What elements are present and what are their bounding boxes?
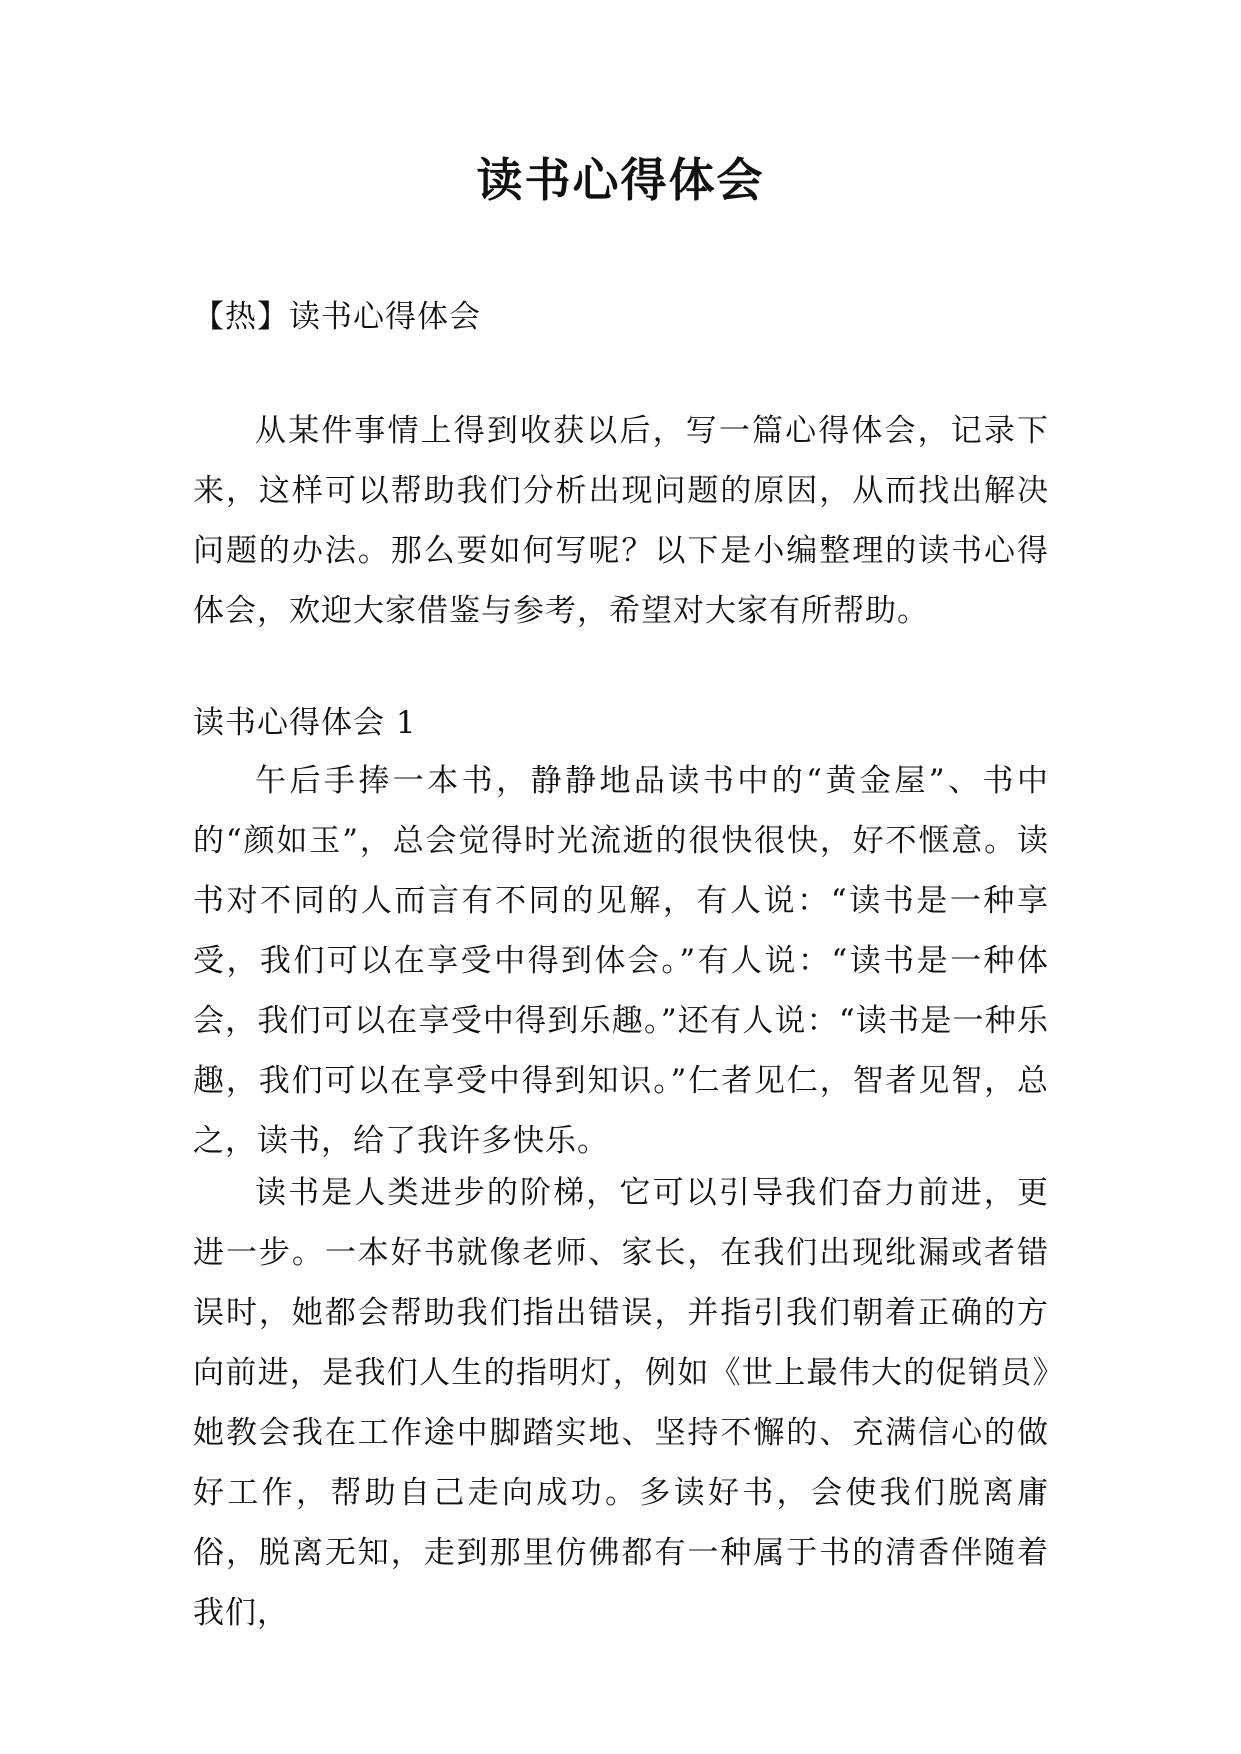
document-subtitle: 【热】读书心得体会 [193,299,481,335]
document-title: 读书心得体会 [476,153,765,207]
body-paragraph-2 [193,1163,1049,1643]
paragraph-text: 午后手捧一本书，静静地品读书中的“黄金屋”、书中的“颜如玉”，总会觉得时光流逝的很快很快，好不惬意。读书对不同的人而言有不同的见解，有人说：“读书是一种享受，我们可以在享受中得到体会。”有人说：“读书是一种体会，我们可以在享受中得到乐趣。”还有人说：“读书是一种乐趣，我们可以在享受中得到知识。”仁者见仁，智者见智，总之，读书，给了我许多快乐。 [193,763,1049,1159]
intro-text: 从某件事情上得到收获以后，写一篇心得体会，记录下来，这样可以帮助我们分析出现问题的原因，从而找出解决问题的办法。那么要如何写呢？以下是小编整理的读书心得体会，欢迎大家借鉴与参考，希望对大家有所帮助。 [193,413,1049,629]
section-heading: 读书心得体会 1 [193,705,417,741]
body-paragraph-1 [193,751,1049,1171]
paragraph-text: 读书是人类进步的阶梯，它可以引导我们奋力前进，更进一步。一本好书就像老师、家长，在我们出现纰漏或者错误时，她都会帮助我们指出错误，并指引我们朝着正确的方向前进，是我们人生的指明灯，例如《世上最伟大的促销员》她教会我在工作途中脚踏实地、坚持不懈的、充满信心的做好工作，帮助自己走向成功。多读好书，会使我们脱离庸俗，脱离无知，走到那里仿佛都有一种属于书的清香伴随着我们， [193,1175,1049,1631]
intro-paragraph [193,401,1049,641]
